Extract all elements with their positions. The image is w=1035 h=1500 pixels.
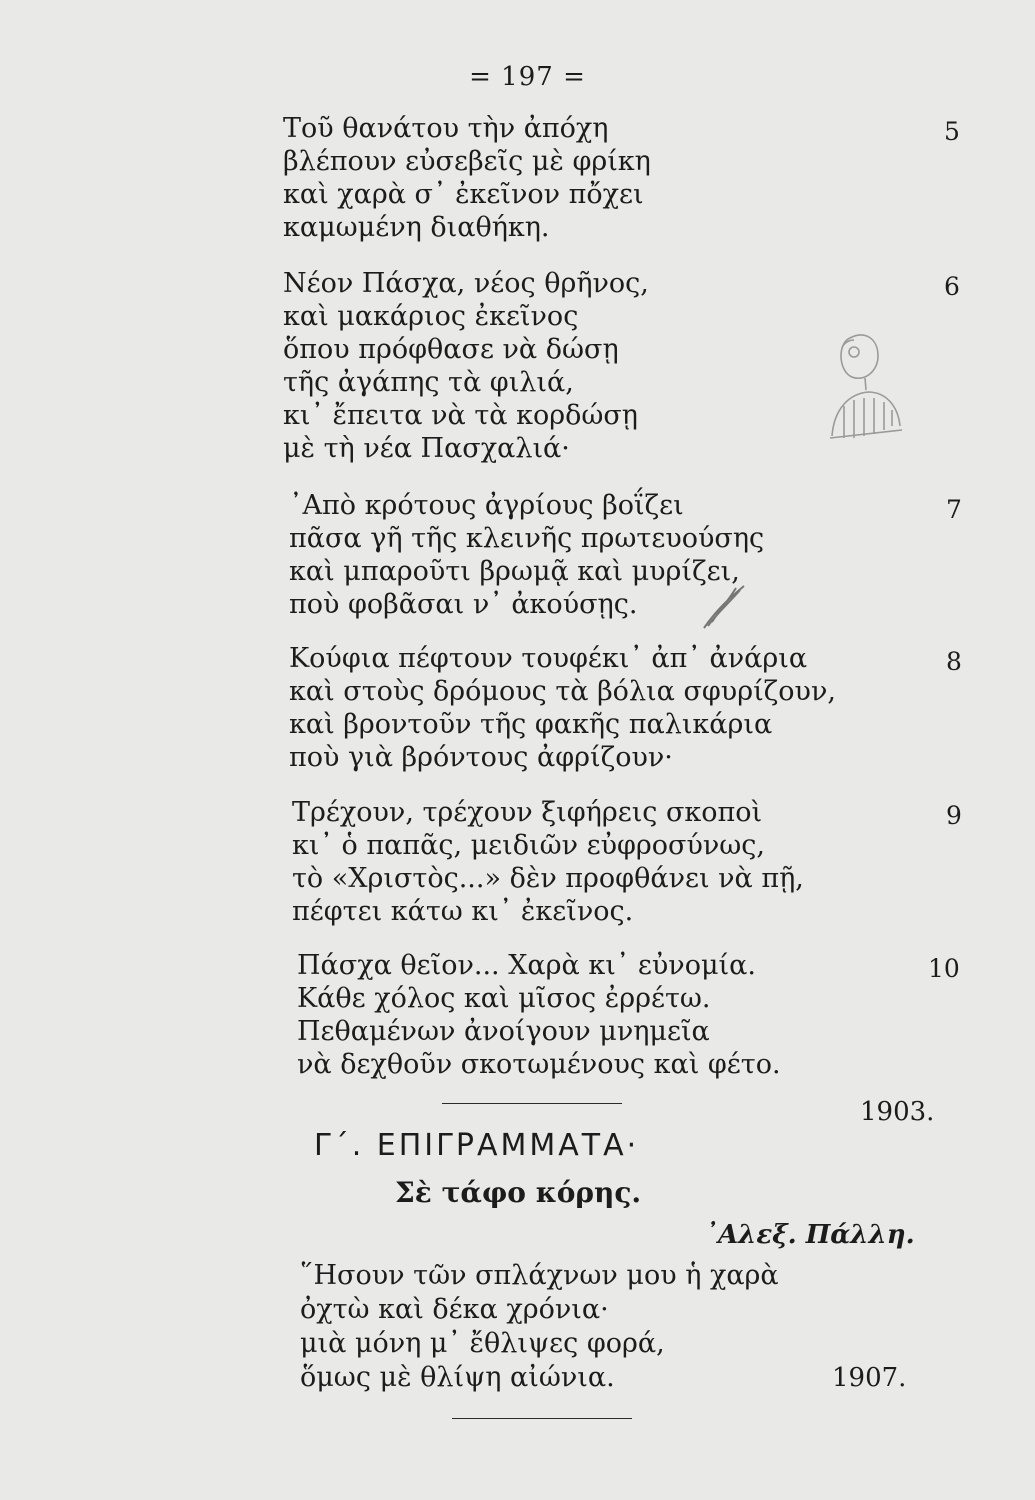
stanza-line: μιὰ μόνη μ᾽ ἔθλιψες φορά, (300, 1328, 665, 1359)
ink-mark-icon (696, 582, 752, 634)
page-number: = 197 = (469, 62, 586, 92)
stanza-number: 5 (944, 117, 960, 146)
stanza-line: κι᾽ ὁ παπᾶς, μειδιῶν εὐφροσύνως, (292, 830, 766, 861)
stanza-number: 8 (946, 647, 962, 676)
stanza-line: ποὺ φοβᾶσαι ν᾽ ἀκούσῃς. (289, 589, 638, 620)
stanza-line: ᾽Απὸ κρότους ἀγρίους βοΐζει (289, 490, 684, 521)
poem-year: 1907. (832, 1363, 907, 1393)
stanza-line: Νέον Πάσχα, νέος θρῆνος, (283, 268, 649, 299)
stanza-number: 9 (946, 801, 962, 830)
stanza-line: πέφτει κάτω κι᾽ ἐκεῖνος. (292, 896, 634, 927)
stanza-line: τὸ «Χριστὸς...» δὲν προφθάνει νὰ πῇ, (292, 863, 804, 894)
poem-year: 1903. (860, 1097, 935, 1127)
stanza-line: Πάσχα θεῖον... Χαρὰ κι᾽ εὐνομία. (297, 950, 756, 981)
stanza-line: καὶ μπαροῦτι βρωμᾷ καὶ μυρίζει, (289, 556, 740, 587)
stanza-line: τῆς ἀγάπης τὰ φιλιά, (283, 367, 574, 398)
divider-rule (452, 1418, 632, 1419)
stanza-line: καὶ βροντοῦν τῆς φακῆς παλικάρια (289, 709, 773, 740)
stanza-line: καὶ στοὺς δρόμους τὰ βόλια σφυρίζουν, (289, 676, 836, 707)
stanza-line: ῞Ησουν τῶν σπλάχνων μου ἡ χαρὰ (300, 1260, 779, 1291)
stanza-line: κι᾽ ἔπειτα νὰ τὰ κορδώσῃ (283, 400, 638, 431)
stanza-line: καὶ μακάριος ἐκεῖνος (283, 301, 579, 332)
stanza-number: 7 (946, 495, 962, 524)
stanza-line: ὅπου πρόφθασε νὰ δώσῃ (283, 334, 619, 365)
stanza-line: νὰ δεχθοῦν σκοτωμένους καὶ φέτο. (297, 1049, 781, 1080)
stanza-line: Κούφια πέφτουν τουφέκι᾽ ἀπ᾽ ἀνάρια (289, 643, 808, 674)
stanza-line: Πεθαμένων ἀνοίγουν μνημεῖα (297, 1016, 710, 1047)
stanza-line: ποὺ γιὰ βρόντους ἀφρίζουν· (289, 742, 673, 773)
stanza-line: μὲ τὴ νέα Πασχαλιά· (283, 433, 570, 464)
stanza-line: βλέπουν εὐσεβεῖς μὲ φρίκη (283, 146, 651, 177)
stanza-line: καμωμένη διαθήκη. (283, 212, 550, 243)
poem-title: Σὲ τάφο κόρης. (395, 1176, 642, 1209)
poem-author: ᾽Αλεξ. Πάλλη. (705, 1220, 915, 1250)
divider-rule (442, 1103, 622, 1104)
section-heading: Γ΄. ΕΠΙΓΡΑΜΜΑΤΑ· (314, 1128, 640, 1163)
stanza-line: Τρέχουν, τρέχουν ξιφήρεις σκοποὶ (292, 797, 763, 828)
stanza-line: ὀχτὼ καὶ δέκα χρόνια· (300, 1294, 609, 1325)
stanza-line: πᾶσα γῆ τῆς κλεινῆς πρωτευούσης (289, 523, 765, 554)
stanza-line: Τοῦ θανάτου τὴν ἀπόχη (283, 113, 609, 144)
stanza-line: Κάθε χόλος καὶ μῖσος ἐρρέτω. (297, 983, 711, 1014)
stanza-number: 6 (944, 272, 960, 301)
stanza-number: 10 (928, 954, 960, 983)
pencil-doodle-icon (820, 318, 910, 448)
stanza-line: καὶ χαρὰ σ᾽ ἐκεῖνον πὄχει (283, 179, 644, 210)
stanza-line: ὅμως μὲ θλίψη αἰώνια. (300, 1362, 615, 1393)
